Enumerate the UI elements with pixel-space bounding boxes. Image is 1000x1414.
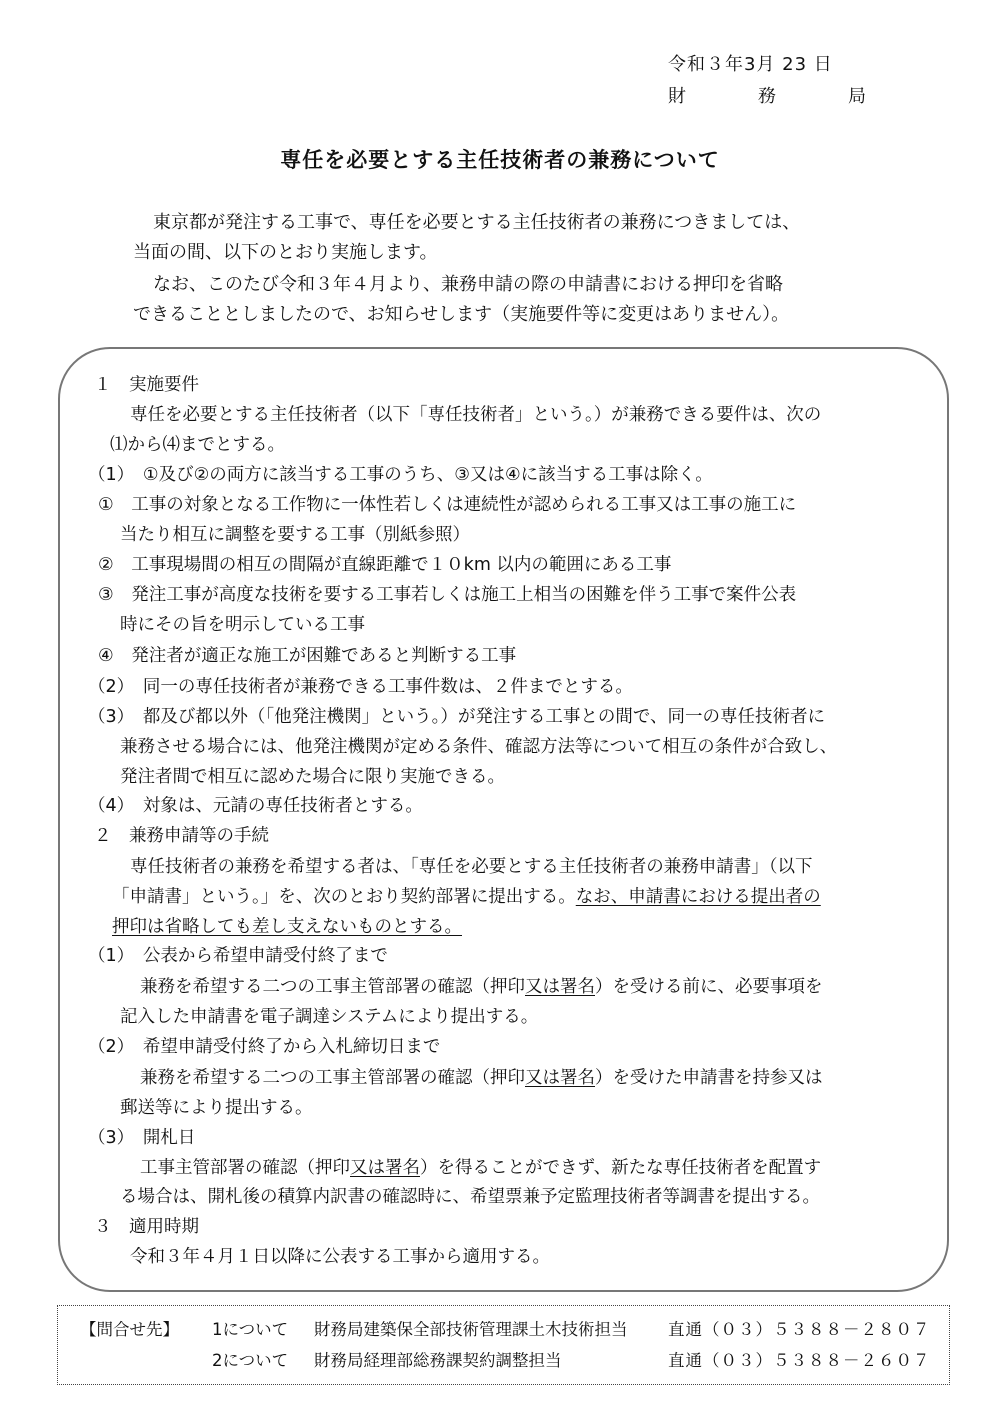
list-item-continuation: 時にその旨を明示している工事 xyxy=(120,615,365,635)
intro-line: なお、このたび令和３年４月より、兼務申請の際の申請書における押印を省略 xyxy=(153,274,783,295)
paragraph-line: 郵送等により提出する。 xyxy=(120,1098,313,1118)
list-item: ② 工事現場間の相互の間隔が直線距離で１０km 以内の範囲にある工事 xyxy=(98,555,672,575)
paragraph-line: 記入した申請書を電子調達システムにより提出する。 xyxy=(120,1007,539,1027)
section-heading: ３ 適用時期 xyxy=(94,1217,199,1237)
department-char: 財 xyxy=(668,86,686,107)
list-item-continuation: 兼務させる場合には、他発注機関が定める条件、確認方法等について相互の条件が合致し、 xyxy=(120,737,838,757)
list-item: （4） 対象は、元請の専任技術者とする。 xyxy=(88,796,423,816)
contact-phone: 直通（０３）５３８８－２８０７ xyxy=(668,1320,931,1339)
contact-office: 財務局経理部総務課契約調整担当 xyxy=(314,1351,562,1370)
paragraph-line xyxy=(140,1157,821,1179)
contact-office: 財務局建築保全部技術管理課土木技術担当 xyxy=(314,1320,628,1339)
paragraph-line: 専任を必要とする主任技術者（以下「専任技術者」という。）が兼務できる要件は、次の xyxy=(130,405,822,425)
underlined-text: 又は署名 xyxy=(525,1068,595,1088)
intro-line: 当面の間、以下のとおり実施します。 xyxy=(133,242,438,263)
underlined-text: なお、申請書における提出者の xyxy=(575,887,821,907)
paragraph-text: 工事主管部署の確認（押印 xyxy=(140,1158,350,1178)
issue-date: 令和３年3月 23 日 xyxy=(668,54,833,75)
underlined-text: 又は署名 xyxy=(525,977,595,997)
paragraph-text: 「申請書」という。」を、次のとおり契約部署に提出する。 xyxy=(112,887,576,907)
paragraph-line xyxy=(140,1067,823,1089)
contact-label: 【問合せ先】 xyxy=(80,1320,179,1339)
paragraph-line: 専任技術者の兼務を希望する者は、「専任を必要とする主任技術者の兼務申請書」（以下 xyxy=(130,857,813,877)
paragraph-line xyxy=(112,886,821,908)
paragraph-text: ）を得ることができず、新たな専任技術者を配置す xyxy=(420,1158,822,1178)
underlined-text: 又は署名 xyxy=(350,1158,420,1178)
list-item: ④ 発注者が適正な施工が困難であると判断する工事 xyxy=(98,646,517,666)
intro-line: できることとしましたので、お知らせします（実施要件等に変更はありません）。 xyxy=(133,304,790,325)
list-item: （3） 開札日 xyxy=(88,1128,196,1148)
contact-about: 1について xyxy=(212,1320,289,1339)
contact-about: 2について xyxy=(212,1351,289,1370)
list-item: ① 工事の対象となる工作物に一体性若しくは連続性が認められる工事又は工事の施工に xyxy=(98,495,797,515)
document-title: 専任を必要とする主任技術者の兼務について xyxy=(280,148,720,172)
list-item: （2） 同一の専任技術者が兼務できる工事件数は、２件までとする。 xyxy=(88,677,633,697)
contact-phone: 直通（０３）５３８８－２６０７ xyxy=(668,1351,931,1370)
intro-line: 東京都が発注する工事で、専任を必要とする主任技術者の兼務につきましては、 xyxy=(153,212,801,233)
paragraph-line xyxy=(140,976,823,998)
department-char: 務 xyxy=(758,86,776,107)
section-heading: １ 実施要件 xyxy=(94,375,199,395)
department-char: 局 xyxy=(848,86,866,107)
list-item: （3） 都及び都以外（「他発注機関」という。）が発注する工事との間で、同一の専任技術者に xyxy=(88,707,826,727)
requirements-box xyxy=(58,347,949,1292)
list-item-continuation: 発注者間で相互に認めた場合に限り実施できる。 xyxy=(120,767,505,787)
list-item-continuation: 当たり相互に調整を要する工事（別紙参照） xyxy=(120,525,470,545)
issuing-department xyxy=(668,82,866,108)
list-item: （1） ①及び②の両方に該当する工事のうち、③又は④に該当する工事は除く。 xyxy=(88,465,713,485)
underlined-text: 押印は省略しても差し支えないものとする。 xyxy=(112,917,462,937)
paragraph-line: 令和３年４月１日以降に公表する工事から適用する。 xyxy=(130,1247,550,1267)
paragraph-text: ）を受けた申請書を持参又は xyxy=(595,1068,823,1088)
list-item: ③ 発注工事が高度な技術を要する工事若しくは施工上相当の困難を伴う工事で案件公表 xyxy=(98,585,797,605)
paragraph-text: 兼務を希望する二つの工事主管部署の確認（押印 xyxy=(140,1068,525,1088)
paragraph-text: 兼務を希望する二つの工事主管部署の確認（押印 xyxy=(140,977,525,997)
list-item: （1） 公表から希望申請受付終了まで xyxy=(88,946,388,966)
paragraph-line: る場合は、開札後の積算内訳書の確認時に、希望票兼予定監理技術者等調書を提出する。 xyxy=(120,1187,820,1207)
paragraph-text: ）を受ける前に、必要事項を xyxy=(595,977,823,997)
paragraph-line: ⑴から⑷までとする。 xyxy=(110,435,285,455)
list-item: （2） 希望申請受付終了から入札締切日まで xyxy=(88,1037,441,1057)
section-heading: ２ 兼務申請等の手続 xyxy=(94,826,269,846)
